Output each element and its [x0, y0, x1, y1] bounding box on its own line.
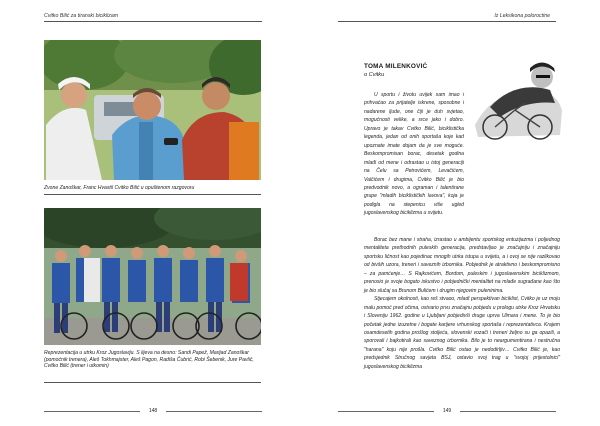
footer-rule	[460, 411, 556, 412]
right-header-rule	[338, 21, 556, 22]
caption-rule	[44, 194, 261, 195]
body-paragraph: Stjecajem okolnosti, kao reš stvaoo, mladi perspektivan biciklist, Cvitko je uz moju malu pomoć pred očima, ostvario prvu značajnu pobjedu u prologu utrke Kroz Hrvatsku i Sloveniju 1962. godine u Ljubljani pobjedivši druge uprva Ulmara i mene. To je bio početak jedne izuzetne i bogate karijere vrhunskog sportaša i reprezentativca. Krajem osamdesetih godina prošlog stoljeća, slovenski vozači i treneri željno su ga opazili, a sporovali i bajkotirali kao saveznog izbornika. Bilo je to neargumentirana i nestručna "harana" koju nije prošla. Cvitko Bilić ostao je nedodirljiv… Cvitko Bilić je, kao predsjednik Stručnog savjeta BSJ, ostavio svoj trag u "svojoj prijestolnici" jugoslavenskog biciklizma	[364, 296, 560, 370]
team-photo-caption: Reprezentacija u utrku Kroz Jugoslaviju. S lijeva na desno: Sandi Papež, Marijad Zanoškar (pomoćnik trenera), Aleš Tokhmajster, Aleš Pagon, Radiša Čubrić, Robi Šebenik, Jure Pavlič, Cvitko Bilić (trener i utkomin)	[44, 350, 254, 370]
cyclist-portrait	[470, 55, 565, 140]
footer-rule	[338, 411, 434, 412]
caption-rule	[44, 382, 261, 383]
author-name: TOMA MILENKOVIĆ	[364, 63, 428, 70]
article-body	[364, 236, 560, 371]
left-footer	[44, 408, 262, 416]
article-subtitle: o Cvitku	[364, 72, 385, 78]
left-page-number: 148	[148, 408, 158, 414]
left-running-header: Cvitko Bilić za tiranski biciklizam	[44, 13, 119, 19]
right-page	[300, 0, 600, 426]
intro-paragraph	[364, 91, 464, 218]
left-header-rule	[44, 21, 262, 22]
intro-text: U sportu i životu uvijek sam imao i prihvaćao za prijatelje iskrene, sposobne i nadarene ljude, one čiji je duh svjetao, mogućnosti velike, a srce jako i dobro. Upravo je takav Cvitko Bilić, biciklistička legenda, jedan od onih sportaša koje kad upoznate imate dojam da je sve moguće. Beskompromisan borac, desetak godina mlađi od mene i odrastao u istoj generaciji na Čelu sa Petrovićem, Levačićem, Valčićem i drugima, Cvitko Bilić je bio predvodnik novo, a ograman i talentirane grupe "mladih biciklističkih lavova", koja je podigla na stepenicu više ugled jugoslavenskog biciklizma u svijetu.	[364, 92, 464, 217]
footer-rule	[166, 411, 262, 412]
team-photo	[44, 208, 261, 345]
right-footer	[338, 408, 556, 416]
right-page-number: 149	[442, 408, 452, 414]
interview-photo-caption: Zvone Zanoškar, Franc Hvastil Cvitko Bilić u opuštenom razgovoru	[44, 185, 195, 191]
body-paragraph: Borac bez mane i straha, izrastao u ambijentu sportskog entuzijazma i poljednog mentaliteta prethodnih puleskih generacija, predstavljao je značajniju i značajniju sportsku ličnost kao pojedinac mnogih utrka istupa u svijetu, a i ovoj se nije razlikovao od bivših uzora, treneri i saveznih izbornika. Pobjednik je atraktivno i beskompromisno – za pamćenje… S Rajkovićem, Bordom, puleskim i jugoslavenskim biciklizmom, prenosio je svoje bogato iskustvo i pobjednički mentalitet na mlađe sugrađane kao što je bio slučaj sa Brunom Bulićem i drugim njegovim puleninima.	[364, 237, 560, 294]
interview-photo	[44, 40, 261, 180]
right-running-header: Iz Leksikona poloroctine	[494, 13, 550, 19]
footer-rule	[44, 411, 140, 412]
